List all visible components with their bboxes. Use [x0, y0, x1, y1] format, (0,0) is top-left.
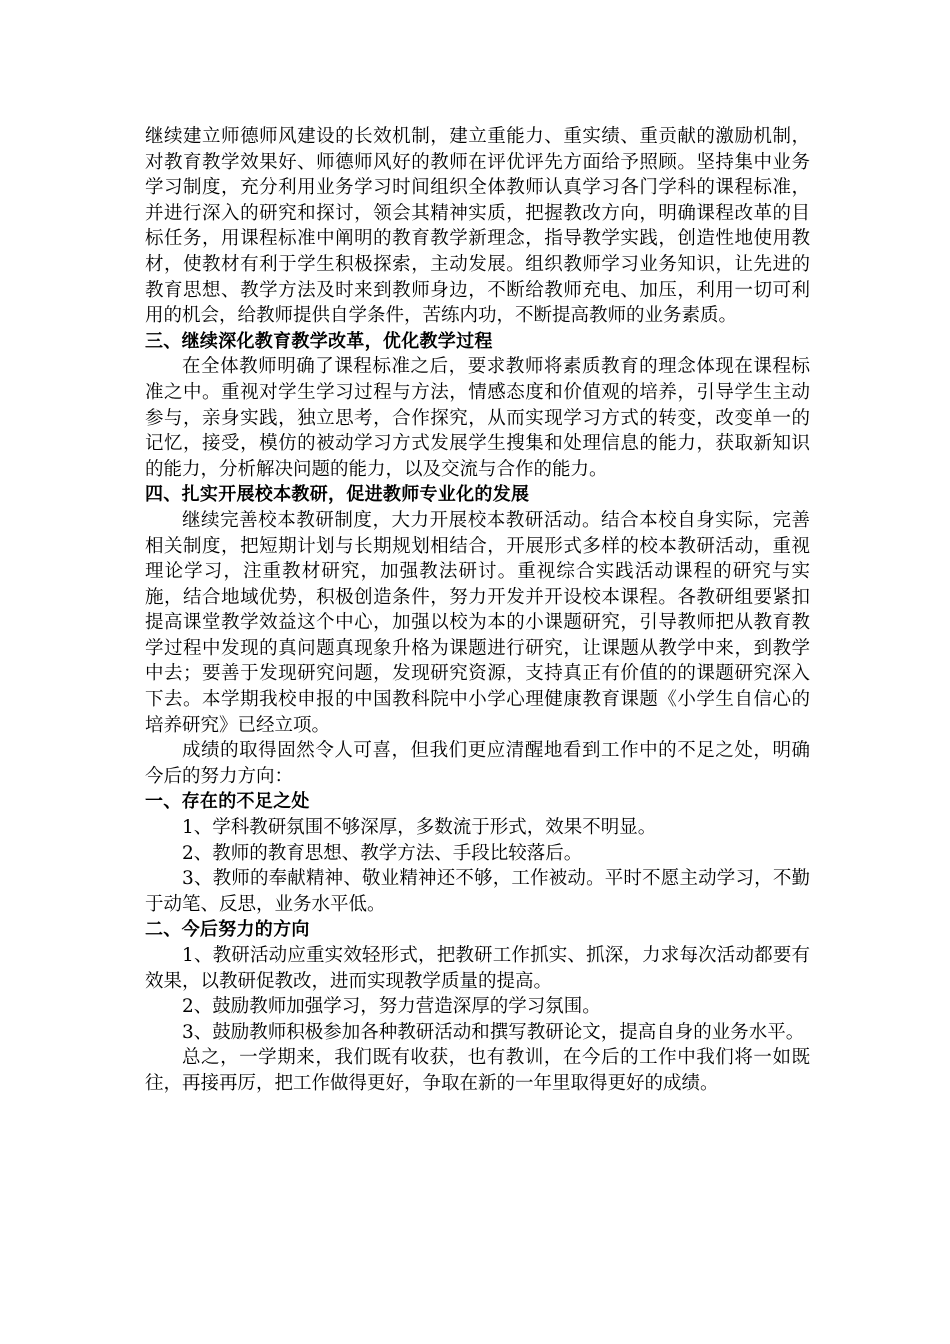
document-page [145, 124, 810, 1097]
list-item: 3、鼓励教师积极参加各种教研活动和撰写教研论文，提高自身的业务水平。 [182, 1021, 805, 1043]
closing-paragraph: 总之，一学期来，我们既有收获，也有教训，在今后的工作中我们将一如既往，再接再厉，把工作做得更好，争取在新的一年里取得更好的成绩。 [145, 1047, 810, 1094]
body-paragraph: 成绩的取得固然令人可喜，但我们更应清醒地看到工作中的不足之处，明确今后的努力方向： [145, 740, 810, 787]
list-item: 1、教研活动应重实效轻形式，把教研工作抓实、抓深，力求每次活动都要有效果，以教研促教改，进而实现教学质量的提高。 [145, 945, 810, 992]
body-paragraph: 继续建立师德师风建设的长效机制，建立重能力、重实绩、重贡献的激励机制，对教育教学效果好、师德师风好的教师在评优评先方面给予照顾。坚持集中业务学习制度，充分利用业务学习时间组织全体教师认真学习各门学科的课程标准，并进行深入的研究和探讨，领会其精神实质，把握教改方向，明确课程改革的目标任务，用课程标准中阐明的教育教学新理念，指导教学实践，创造性地使用教材，使教材有利于学生积极探索，主动发展。组织教师学习业务知识，让先进的教育思想、教学方法及时来到教师身边，不断给教师充电、加压，利用一切可利用的机会，给教师提供自学条件，苦练内功，不断提高教师的业务素质。 [145, 126, 810, 327]
list-item: 1、学科教研氛围不够深厚，多数流于形式，效果不明显。 [182, 817, 657, 839]
section-heading-4: 四、扎实开展校本教研，促进教师专业化的发展 [145, 484, 530, 506]
list-item: 3、教师的奉献精神、敬业精神还不够，工作被动。平时不愿主动学习，不勤于动笔、反思，业务水平低。 [145, 868, 810, 915]
list-item: 2、教师的教育思想、教学方法、手段比较落后。 [182, 842, 583, 864]
section-heading-3: 三、继续深化教育教学改革，优化教学过程 [145, 330, 493, 352]
body-paragraph: 在全体教师明确了课程标准之后，要求教师将素质教育的理念体现在课程标准之中。重视对学生学习过程与方法，情感态度和价值观的培养，引导学生主动参与，亲身实践，独立思考，合作探究，从而实现学习方式的转变，改变单一的记忆，接受，模仿的被动学习方式发展学生搜集和处理信息的能力，获取新知识的能力，分析解决问题的能力，以及交流与合作的能力。 [145, 356, 810, 480]
body-paragraph: 继续完善校本教研制度，大力开展校本教研活动。结合本校自身实际，完善相关制度，把短期计划与长期规划相结合，开展形式多样的校本教研活动，重视理论学习，注重教材研究，加强教法研讨。重视综合实践活动课程的研究与实施，结合地域优势，积极创造条件，努力开发并开设校本课程。各教研组要紧扣提高课堂教学效益这个中心，加强以校为本的小课题研究，引导教师把从教育教学过程中发现的真问题真现象升格为课题进行研究，让课题从教学中来，到教学中去；要善于发现研究问题，发现研究资源，支持真正有价值的的课题研究深入下去。本学期我校申报的中国教科院中小学心理健康教育课题《小学生自信心的培养研究》已经立项。 [145, 509, 810, 736]
list-item: 2、鼓励教师加强学习，努力营造深厚的学习氛围。 [182, 996, 601, 1018]
section-heading-shortcomings: 一、存在的不足之处 [145, 791, 310, 813]
section-heading-future-direction: 二、今后努力的方向 [145, 919, 310, 941]
